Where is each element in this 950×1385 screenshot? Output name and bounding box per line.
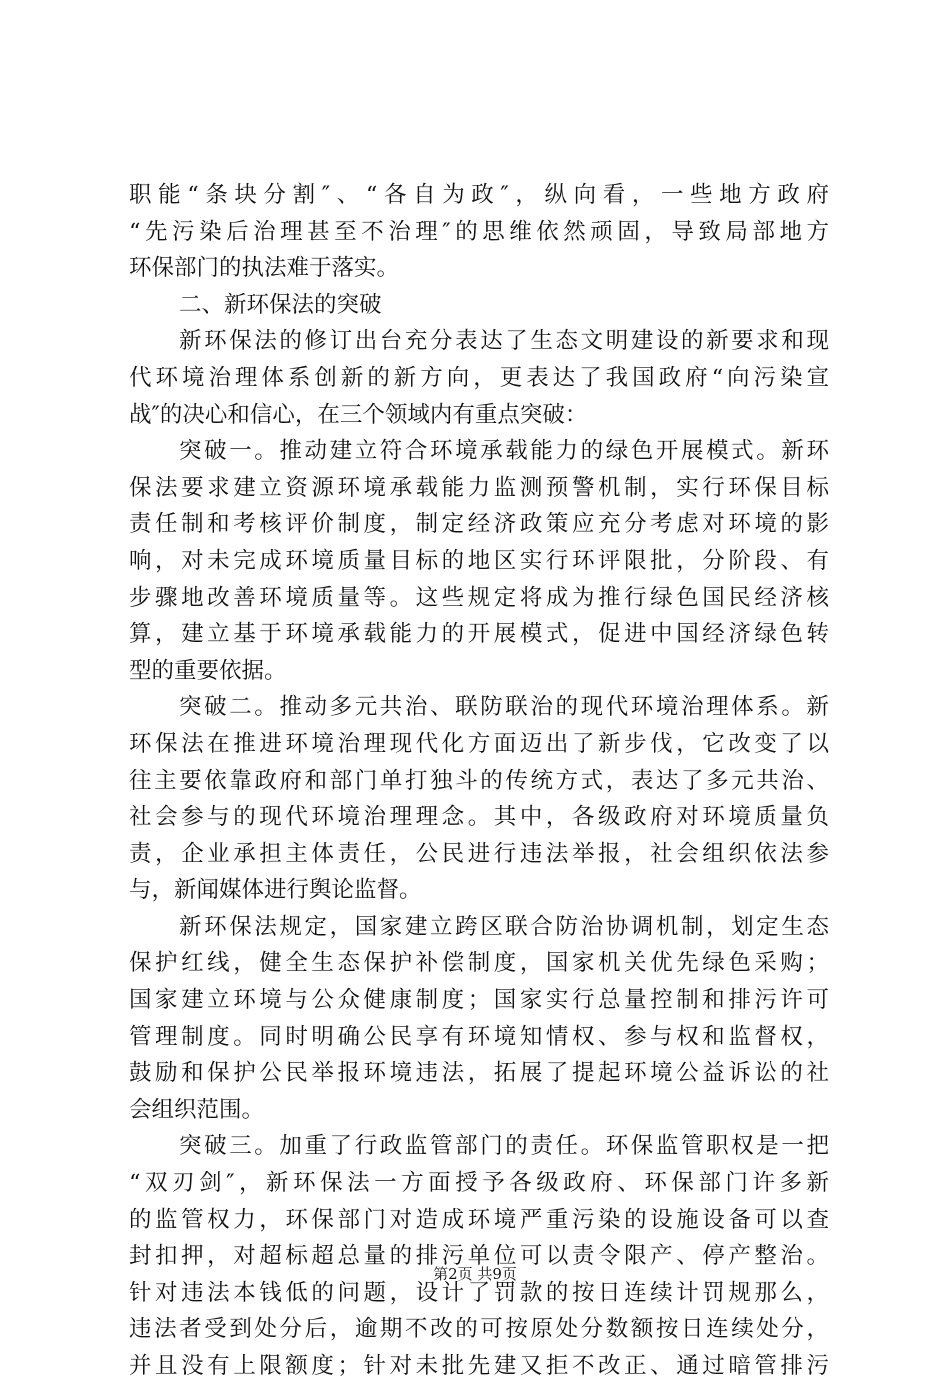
text-line: 封扣押，对超标超总量的排污单位可以责令限产、停产整治。 [129, 1243, 829, 1270]
text-line: 鼓励和保护公民举报环境违法，拓展了提起环境公益诉讼的社 [129, 1060, 829, 1087]
document-body [129, 177, 829, 1385]
text-line: 违法者受到处分后，逾期不改的可按原处分数额按日连续处分， [129, 1316, 829, 1343]
text-line: “双刃剑″，新环保法一方面授予各级政府、环保部门许多新 [129, 1170, 829, 1197]
text-line: 职能“条块分割″、“各自为政″，纵向看，一些地方政府 [129, 182, 829, 208]
text-line: 突破一。推动建立符合环境承载能力的绿色开展模式。新环 [179, 438, 829, 465]
text-line: 突破三。加重了行政监管部门的责任。环保监管职权是一把 [179, 1133, 829, 1160]
text-line: 的监管权力，环保部门对造成环境严重污染的设施设备可以查 [129, 1206, 829, 1233]
text-line: 保法要求建立资源环境承载能力监测预警机制，实行环保目标 [129, 474, 829, 501]
text-line: 并且没有上限额度；针对未批先建又拒不改正、通过暗管排污 [129, 1353, 829, 1379]
text-line: 国家建立环境与公众健康制度；国家实行总量控制和排污许可 [129, 987, 829, 1014]
text-line: 算，建立基于环境承载能力的开展模式，促进中国经济绿色转 [129, 621, 829, 648]
section-heading: 二、新环保法的突破 [179, 291, 382, 318]
text-line: 保护红线，健全生态保护补偿制度，国家机关优先绿色采购； [129, 950, 829, 977]
text-line: “先污染后治理甚至不治理″的思维依然顽固，导致局部地方 [129, 218, 829, 245]
text-line: 型的重要依据。 [129, 657, 287, 684]
text-line: 针对违法本钱低的问题，设计了罚款的按日连续计罚规那么， [129, 1279, 829, 1306]
text-line: 响，对未完成环境质量目标的地区实行环评限批，分阶段、有 [129, 547, 829, 574]
text-line: 环保法在推进环境治理现代化方面迈出了新步伐，它改变了以 [129, 730, 829, 757]
text-line: 与，新闻媒体进行舆论监督。 [129, 877, 422, 904]
text-line: 往主要依靠政府和部门单打独斗的传统方式，表达了多元共治、 [129, 767, 829, 794]
text-line: 战″的决心和信心，在三个领域内有重点突破： [129, 401, 588, 428]
page-number-footer: 第2页 共9页 [433, 1265, 517, 1283]
text-line: 责，企业承担主体责任，公民进行违法举报，社会组织依法参 [129, 840, 829, 867]
text-line: 责任制和考核评价制度，制定经济政策应充分考虑对环境的影 [129, 511, 829, 538]
text-line: 社会参与的现代环境治理理念。其中，各级政府对环境质量负 [129, 804, 829, 831]
text-line: 代环境治理体系创新的新方向，更表达了我国政府“向污染宣 [129, 364, 829, 391]
text-line: 步骤地改善环境质量等。这些规定将成为推行绿色国民经济核 [129, 584, 829, 611]
text-line: 新环保法规定，国家建立跨区联合防治协调机制，划定生态 [179, 913, 829, 940]
text-line: 环保部门的执法难于落实。 [129, 255, 400, 282]
text-line: 新环保法的修订出台充分表达了生态文明建设的新要求和现 [179, 328, 829, 355]
text-line: 会组织范围。 [129, 1096, 265, 1123]
text-line: 管理制度。同时明确公民享有环境知情权、参与权和监督权， [129, 1023, 829, 1050]
text-line: 突破二。推动多元共治、联防联治的现代环境治理体系。新 [179, 694, 829, 721]
